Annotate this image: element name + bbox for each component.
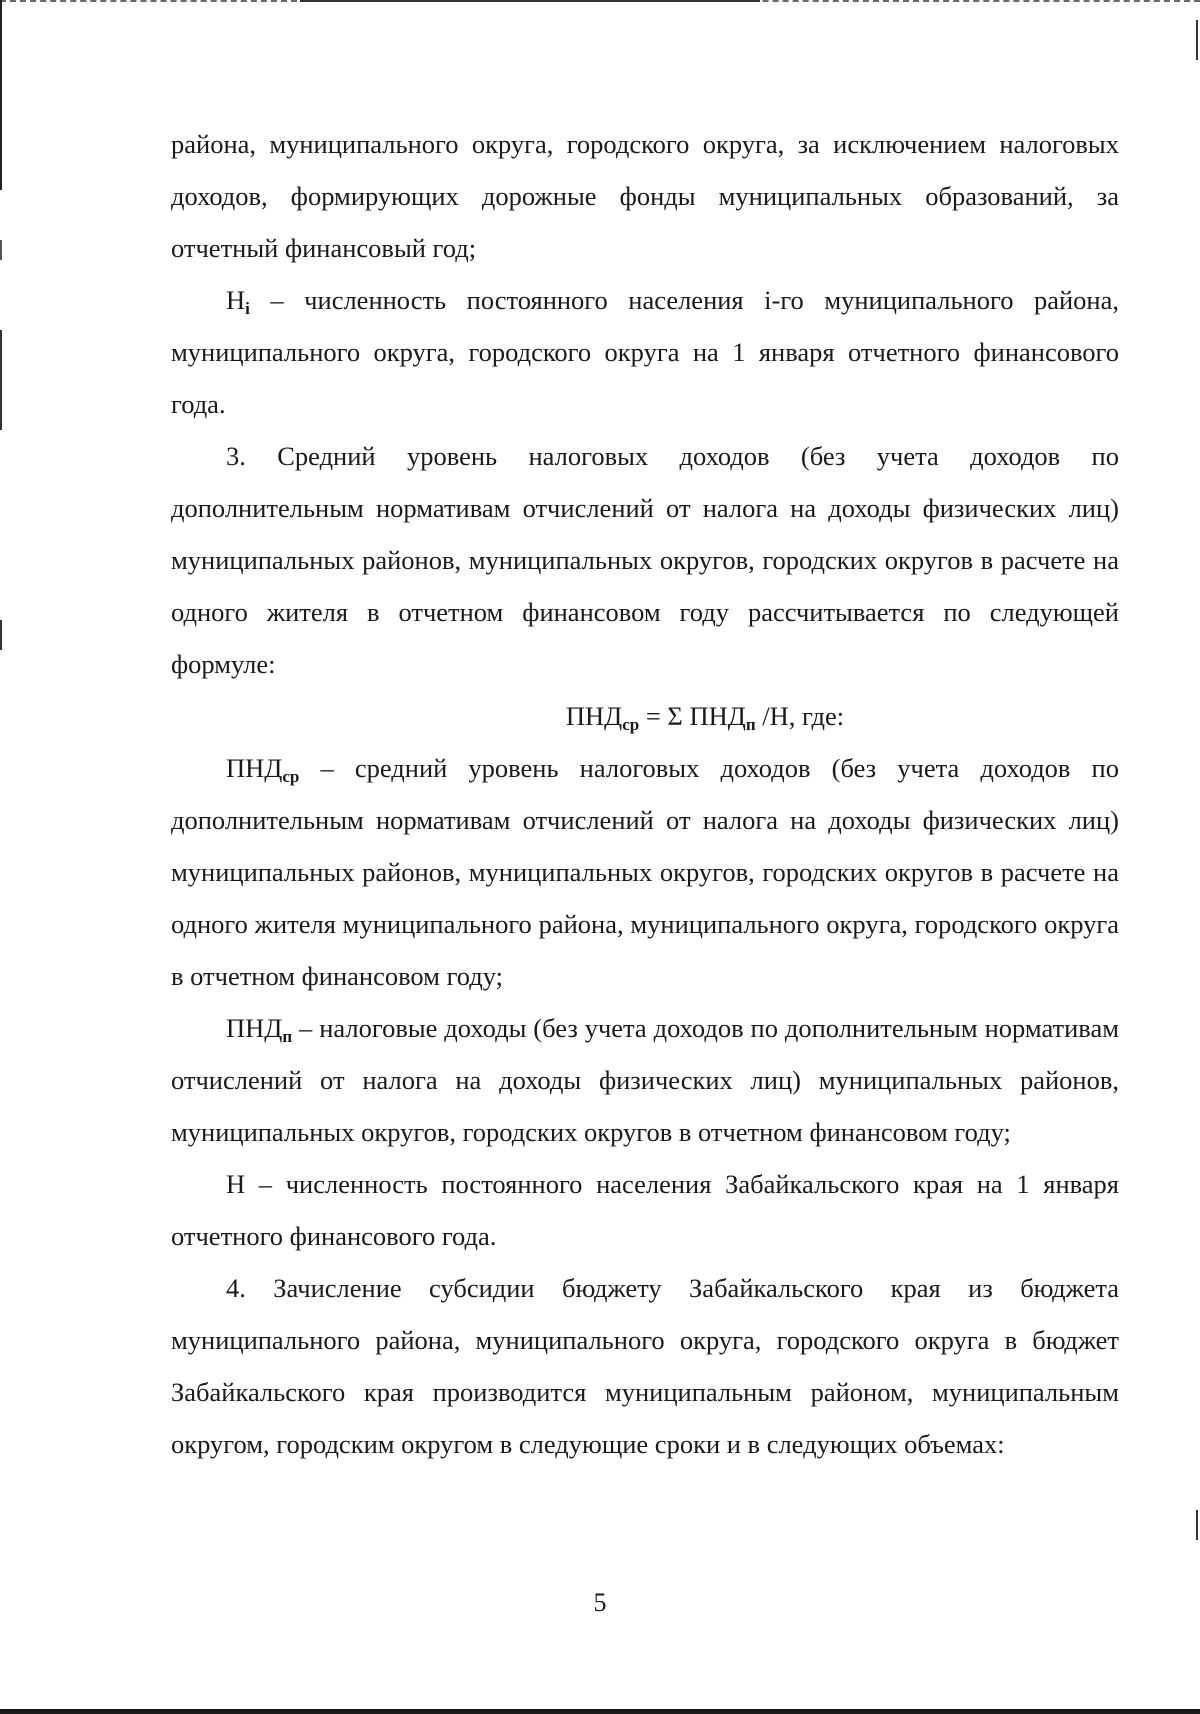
page-number: 5 bbox=[593, 1588, 607, 1617]
formula-mid: = Σ ПНД bbox=[639, 701, 746, 731]
definition-hi bbox=[171, 274, 1119, 430]
document-body bbox=[171, 118, 1119, 1470]
paragraph-4: 4. Зачисление субсидии бюджету Забайкальского края из бюджета муниципального района, муниципального округа, городского округа в бюджет Забайкальского края производится муниципальным районом, муниципальным округом, городским округом в следующие сроки и в следующих объемах: bbox=[171, 1273, 1119, 1459]
definition-pnd-p-subscript: п bbox=[282, 1027, 293, 1046]
scan-right-mark bbox=[1196, 1510, 1198, 1540]
formula-lhs: ПНД bbox=[565, 701, 623, 731]
definition-hi-text: – численность постоянного населения i-го муниципального района, муниципального округа, городского округа на 1 января отчетного финансового года. bbox=[171, 285, 1119, 419]
definition-pnd-p-text: – налоговые доходы (без учета доходов по дополнительным нормативам отчислений от налога на доходы физических лиц) муниципальных районов, муниципальных округов, городских округов в отчетном финансовом году; bbox=[171, 1013, 1119, 1147]
definition-pnd-p bbox=[171, 1002, 1119, 1158]
scan-bottom-edge bbox=[0, 1709, 1200, 1714]
definition-pnd-sr bbox=[171, 742, 1119, 1002]
definition-pnd-sr-text: – средний уровень налоговых доходов (без учета доходов по дополнительным нормативам отчислений от налога на доходы физических лиц) муниципальных районов, муниципальных округов, городских округов в расчете на одного жителя муниципального района, муниципального округа, городского округа в отчетном финансовом году; bbox=[171, 753, 1119, 991]
formula-lhs-subscript: ср bbox=[622, 715, 640, 734]
definition-pnd-p-symbol: ПНД bbox=[226, 1013, 283, 1043]
formula-mid-subscript: п bbox=[745, 715, 756, 734]
definition-pnd-sr-subscript: ср bbox=[282, 767, 300, 786]
definition-h: Н – численность постоянного населения Забайкальского края на 1 января отчетного финансового года. bbox=[171, 1169, 1119, 1251]
scan-right-mark bbox=[1196, 20, 1198, 60]
formula bbox=[171, 690, 1119, 742]
scan-top-edge-solid bbox=[300, 0, 760, 2]
formula-rhs: /Н, где: bbox=[755, 701, 845, 731]
scan-left-edge bbox=[0, 0, 2, 1714]
paragraph-3: 3. Средний уровень налоговых доходов (без учета доходов по дополнительным нормативам отчислений от налога на доходы физических лиц) муниципальных районов, муниципальных округов, городских округов в расчете на одного жителя в отчетном финансовом году рассчитывается по следующей формуле: bbox=[171, 441, 1119, 679]
definition-pnd-sr-symbol: ПНД bbox=[226, 753, 283, 783]
definition-hi-subscript: i bbox=[245, 299, 250, 318]
definition-hi-symbol: Н bbox=[226, 285, 246, 315]
paragraph-continuation: района, муниципального округа, городского округа, за исключением налоговых доходов, формирующих дорожные фонды муниципальных образований, за отчетный финансовый год; bbox=[171, 129, 1119, 263]
